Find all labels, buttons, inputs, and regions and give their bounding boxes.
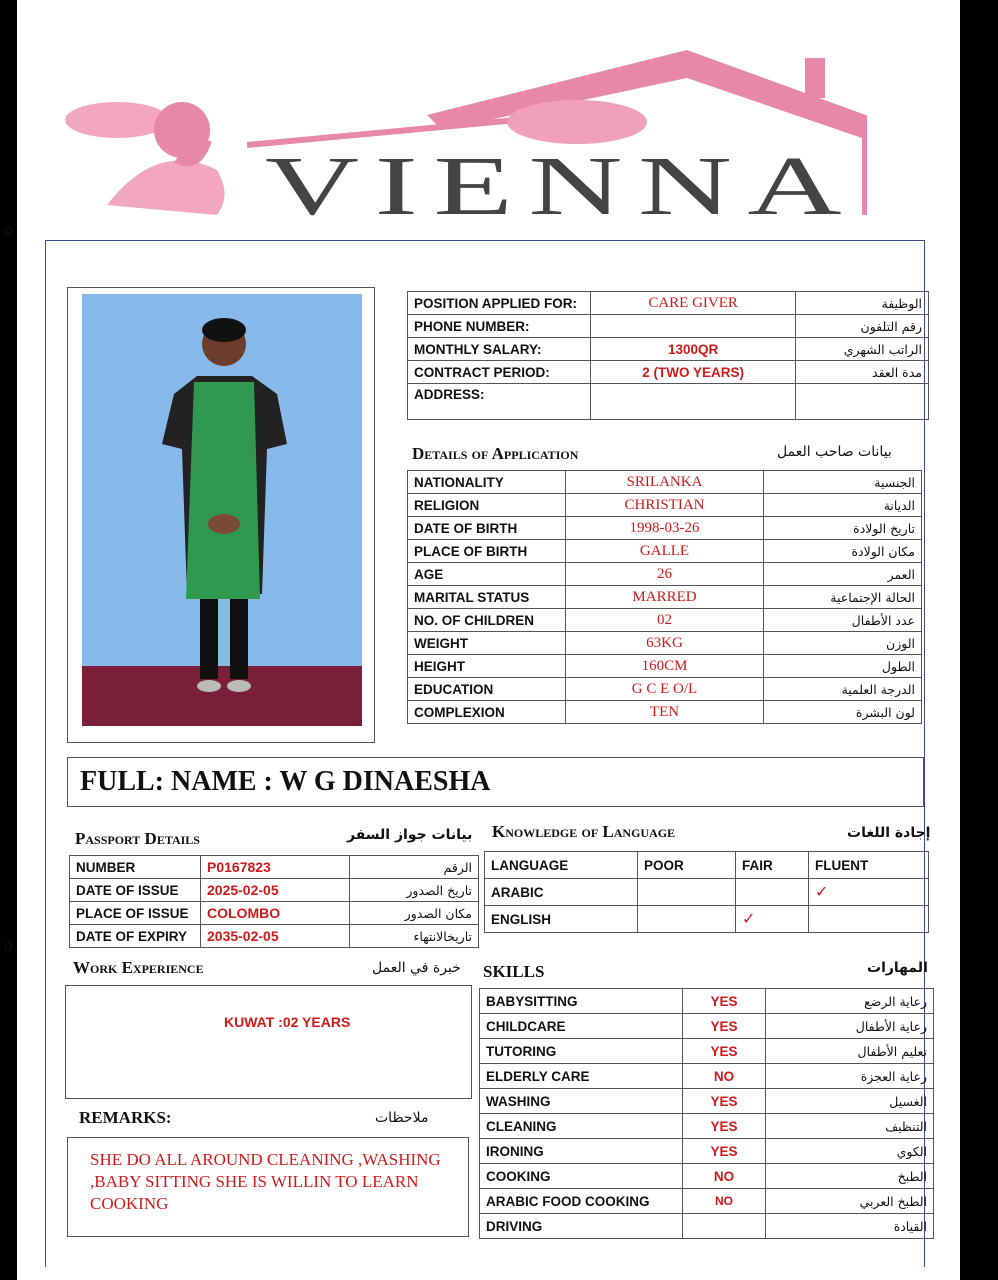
row-value: TEN — [566, 701, 764, 724]
table-row — [408, 586, 922, 609]
skill-label: ELDERLY CARE — [480, 1064, 683, 1089]
table-row — [408, 292, 929, 315]
row-label: EDUCATION — [408, 678, 566, 701]
phone-ar: رقم التلفون — [796, 315, 929, 338]
skill-label: CHILDCARE — [480, 1014, 683, 1039]
table-row — [485, 879, 929, 906]
column-header: FAIR — [736, 852, 809, 879]
check-icon — [736, 879, 809, 906]
row-ar: الرقم — [350, 856, 479, 879]
language-name: ENGLISH — [485, 906, 638, 933]
table-row — [408, 494, 922, 517]
language-table — [484, 851, 929, 933]
brand-name: VIENNA — [265, 140, 858, 233]
address-value — [590, 384, 795, 420]
address-ar — [796, 384, 929, 420]
skill-ar: القيادة — [766, 1214, 934, 1239]
row-ar: تاريخ الولادة — [764, 517, 922, 540]
salary-ar: الراتب الشهري — [796, 338, 929, 361]
row-label: NUMBER — [70, 856, 201, 879]
skill-ar: رعاية العجزة — [766, 1064, 934, 1089]
row-value: GALLE — [566, 540, 764, 563]
table-row — [408, 471, 922, 494]
table-header — [485, 852, 929, 879]
row-value: 160CM — [566, 655, 764, 678]
skill-value — [683, 1214, 766, 1239]
skill-label: COOKING — [480, 1164, 683, 1189]
remarks-title-ar: ملاحظات — [375, 1110, 429, 1126]
row-ar: الحالة الإجتماعية — [764, 586, 922, 609]
position-value: CARE GIVER — [590, 292, 795, 315]
row-label: DATE OF BIRTH — [408, 517, 566, 540]
row-label: AGE — [408, 563, 566, 586]
table-row — [408, 655, 922, 678]
work-title: Work Experience — [73, 958, 204, 977]
table-row — [480, 1014, 934, 1039]
skill-value: YES — [683, 1114, 766, 1139]
salary-value: 1300QR — [590, 338, 795, 361]
remarks-box — [67, 1137, 469, 1237]
row-label: NATIONALITY — [408, 471, 566, 494]
full-name-box — [67, 757, 924, 807]
language-name: ARABIC — [485, 879, 638, 906]
table-row — [408, 701, 922, 724]
row-label: PLACE OF BIRTH — [408, 540, 566, 563]
maid-with-duster-icon — [47, 20, 247, 220]
table-row — [70, 856, 479, 879]
row-label: RELIGION — [408, 494, 566, 517]
table-row — [408, 609, 922, 632]
row-value: 2035-02-05 — [201, 925, 350, 948]
table-row — [408, 632, 922, 655]
table-row — [480, 1039, 934, 1064]
table-row — [70, 925, 479, 948]
candidate-photo — [82, 294, 362, 726]
row-ar: لون البشرة — [764, 701, 922, 724]
row-ar: مكان الصدور — [350, 902, 479, 925]
table-row — [480, 1139, 934, 1164]
position-ar: الوظيفة — [796, 292, 929, 315]
passport-title: Passport Details — [75, 829, 200, 848]
remarks-line: SHE DO ALL AROUND CLEANING ,WASHING — [90, 1150, 441, 1169]
skill-label: DRIVING — [480, 1214, 683, 1239]
table-row — [408, 517, 922, 540]
check-icon — [809, 906, 929, 933]
row-value: SRILANKA — [566, 471, 764, 494]
row-value: G C E O/L — [566, 678, 764, 701]
row-ar: الديانة — [764, 494, 922, 517]
skills-table — [479, 988, 934, 1239]
check-icon — [638, 906, 736, 933]
position-table — [407, 291, 929, 420]
side-mark: o — [4, 222, 13, 239]
table-row — [480, 1214, 934, 1239]
work-title-ar: خبرة في العمل — [372, 960, 461, 976]
row-label: COMPLEXION — [408, 701, 566, 724]
row-ar: الوزن — [764, 632, 922, 655]
row-ar: تاريخ الصدور — [350, 879, 479, 902]
row-ar: الدرجة العلمية — [764, 678, 922, 701]
table-row — [408, 678, 922, 701]
application-title: Details of Application — [412, 444, 579, 463]
row-ar: تاريخالانتهاء — [350, 925, 479, 948]
check-icon — [638, 879, 736, 906]
table-row — [408, 338, 929, 361]
row-value: 63KG — [566, 632, 764, 655]
remarks-title: REMARKS: — [79, 1108, 172, 1127]
skill-ar: رعاية الرضع — [766, 989, 934, 1014]
photo-frame — [67, 287, 375, 743]
row-label: NO. OF CHILDREN — [408, 609, 566, 632]
column-header: LANGUAGE — [485, 852, 638, 879]
row-value: P0167823 — [201, 856, 350, 879]
remarks-line: COOKING — [90, 1194, 169, 1213]
row-value: 02 — [566, 609, 764, 632]
row-label: WEIGHT — [408, 632, 566, 655]
table-row — [408, 540, 922, 563]
table-row — [480, 1089, 934, 1114]
contract-ar: مدة العقد — [796, 361, 929, 384]
language-title-ar: إجادة اللغات — [847, 825, 931, 841]
address-label: ADDRESS: — [408, 384, 591, 420]
skills-title: SKILLS — [483, 962, 545, 981]
table-row — [480, 1114, 934, 1139]
skill-ar: الطبخ العربي — [766, 1189, 934, 1214]
check-icon: ✓ — [809, 879, 929, 906]
full-name: FULL: NAME : W G DINAESHA — [80, 766, 491, 797]
application-table — [407, 470, 922, 724]
skill-ar: التنظيف — [766, 1114, 934, 1139]
table-row — [408, 563, 922, 586]
row-label: DATE OF ISSUE — [70, 879, 201, 902]
row-value: 2025-02-05 — [201, 879, 350, 902]
table-row — [480, 1064, 934, 1089]
check-icon: ✓ — [736, 906, 809, 933]
row-ar: العمر — [764, 563, 922, 586]
row-value: 26 — [566, 563, 764, 586]
table-row — [408, 315, 929, 338]
row-label: HEIGHT — [408, 655, 566, 678]
logo — [47, 20, 867, 233]
skill-value: YES — [683, 1139, 766, 1164]
table-row — [480, 1189, 934, 1214]
skill-value: NO — [683, 1189, 766, 1214]
skill-ar: الغسيل — [766, 1089, 934, 1114]
skill-value: YES — [683, 1089, 766, 1114]
skill-value: NO — [683, 1064, 766, 1089]
skill-ar: الطبخ — [766, 1164, 934, 1189]
row-value: MARRED — [566, 586, 764, 609]
work-text: KUWAT :02 YEARS — [224, 1014, 351, 1030]
skill-ar: الكوي — [766, 1139, 934, 1164]
skill-value: YES — [683, 1039, 766, 1064]
skill-ar: تعليم الأطفال — [766, 1039, 934, 1064]
side-mark: o — [4, 938, 13, 955]
passport-table — [69, 855, 479, 948]
application-title-ar: بيانات صاحب العمل — [777, 444, 892, 460]
row-ar: عدد الأطفال — [764, 609, 922, 632]
row-label: DATE OF EXPIRY — [70, 925, 201, 948]
phone-label: PHONE NUMBER: — [408, 315, 591, 338]
table-row — [408, 384, 929, 420]
column-header: FLUENT — [809, 852, 929, 879]
contract-value: 2 (TWO YEARS) — [590, 361, 795, 384]
row-value: CHRISTIAN — [566, 494, 764, 517]
row-ar: الطول — [764, 655, 922, 678]
table-row — [485, 906, 929, 933]
contract-label: CONTRACT PERIOD: — [408, 361, 591, 384]
table-row — [480, 1164, 934, 1189]
table-row — [70, 902, 479, 925]
column-header: POOR — [638, 852, 736, 879]
skill-label: WASHING — [480, 1089, 683, 1114]
skill-ar: رعاية الأطفال — [766, 1014, 934, 1039]
table-row — [70, 879, 479, 902]
table-row — [408, 361, 929, 384]
phone-value — [590, 315, 795, 338]
skills-title-ar: المهارات — [867, 960, 928, 976]
skill-value: YES — [683, 989, 766, 1014]
row-value: COLOMBO — [201, 902, 350, 925]
row-ar: مكان الولادة — [764, 540, 922, 563]
skill-label: ARABIC FOOD COOKING — [480, 1189, 683, 1214]
passport-title-ar: بيانات جواز السفر — [347, 827, 473, 843]
remarks-line: ,BABY SITTING SHE IS WILLIN TO LEARN — [90, 1172, 419, 1191]
skill-value: YES — [683, 1014, 766, 1039]
skill-label: BABYSITTING — [480, 989, 683, 1014]
skill-label: CLEANING — [480, 1114, 683, 1139]
skill-label: IRONING — [480, 1139, 683, 1164]
skill-label: TUTORING — [480, 1039, 683, 1064]
row-value: 1998-03-26 — [566, 517, 764, 540]
cv-page — [17, 0, 960, 1280]
row-ar: الجنسية — [764, 471, 922, 494]
language-title: Knowledge of Language — [492, 822, 676, 841]
row-label: MARITAL STATUS — [408, 586, 566, 609]
work-box — [65, 985, 472, 1099]
row-label: PLACE OF ISSUE — [70, 902, 201, 925]
salary-label: MONTHLY SALARY: — [408, 338, 591, 361]
skill-value: NO — [683, 1164, 766, 1189]
table-row — [480, 989, 934, 1014]
position-label: POSITION APPLIED FOR: — [408, 292, 591, 315]
